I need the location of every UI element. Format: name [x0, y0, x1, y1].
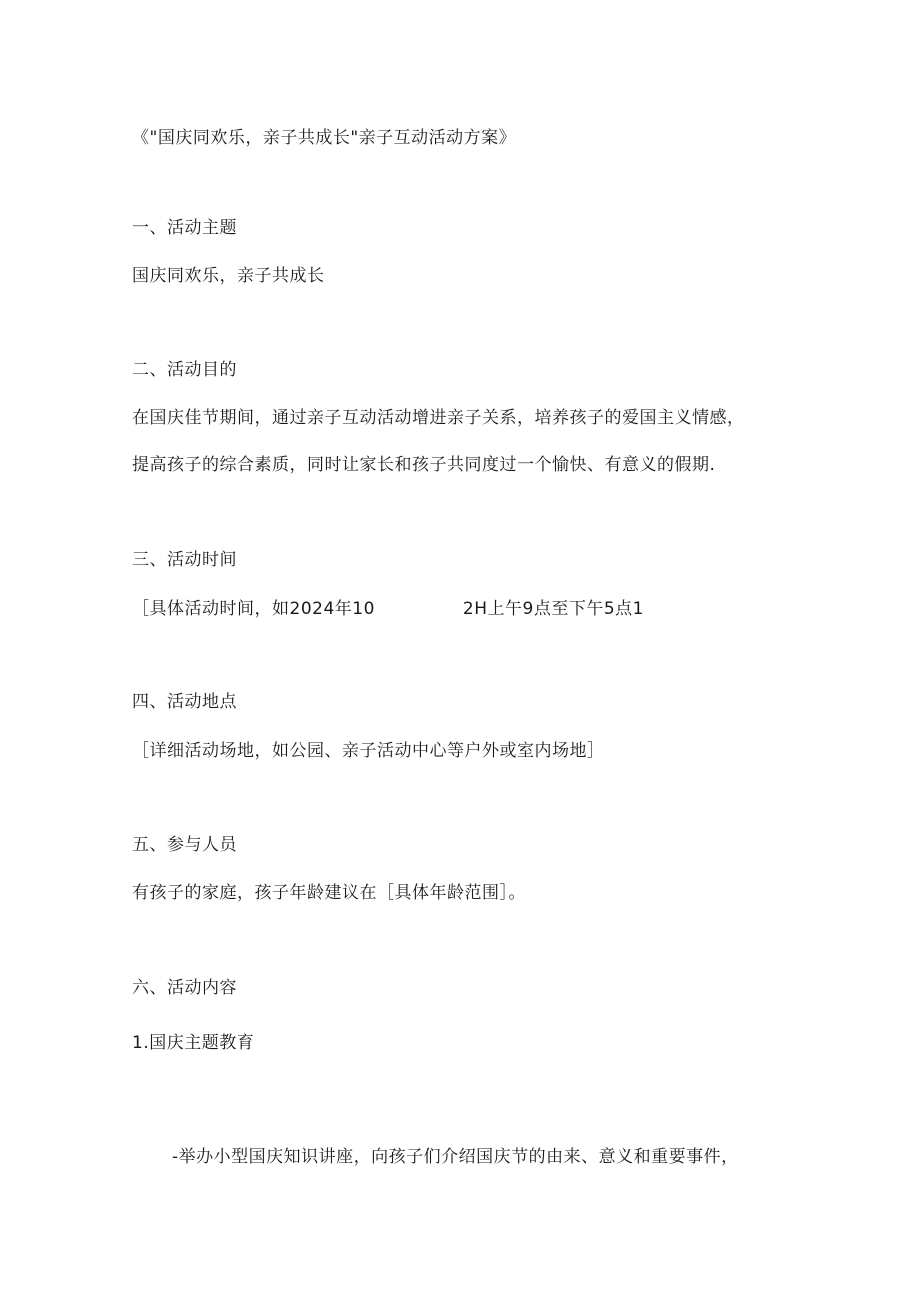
section-paragraph-time: [132, 597, 644, 621]
subsection-heading-education: 1.国庆主题教育: [132, 1033, 255, 1053]
section-heading-participants: 五、参与人员: [132, 835, 237, 855]
section-paragraph-location: ［详细活动场地，如公园、亲子活动中心等户外或室内场地］: [132, 741, 605, 761]
section-heading-time: 三、活动时间: [132, 550, 237, 570]
section-heading-content: 六、活动内容: [132, 978, 237, 998]
document-title: 《"国庆同欢乐，亲子共成长"亲子互动活动方案》: [132, 128, 517, 148]
section-heading-purpose: 二、活动目的: [132, 360, 237, 380]
section-heading-location: 四、活动地点: [132, 692, 237, 712]
time-text-part2: 2H上午9点至下午5点1: [462, 599, 644, 619]
section-paragraph-purpose-line2: 提高孩子的综合素质，同时让家长和孩子共同度过一个愉快、有意义的假期.: [132, 455, 716, 475]
list-item: -举办小型国庆知识讲座，向孩子们介绍国庆节的由来、意义和重要事件，: [172, 1147, 739, 1167]
section-paragraph-participants: 有孩子的家庭，孩子年龄建议在［具体年龄范围］。: [132, 883, 526, 903]
section-paragraph-purpose-line1: 在国庆佳节期间，通过亲子互动活动增进亲子关系，培养孩子的爱国主义情感，: [132, 408, 745, 428]
section-heading-theme: 一、活动主题: [132, 218, 237, 238]
time-text-part1: ［具体活动时间，如2024年10: [132, 599, 375, 619]
section-paragraph-theme: 国庆同欢乐，亲子共成长: [132, 266, 325, 286]
